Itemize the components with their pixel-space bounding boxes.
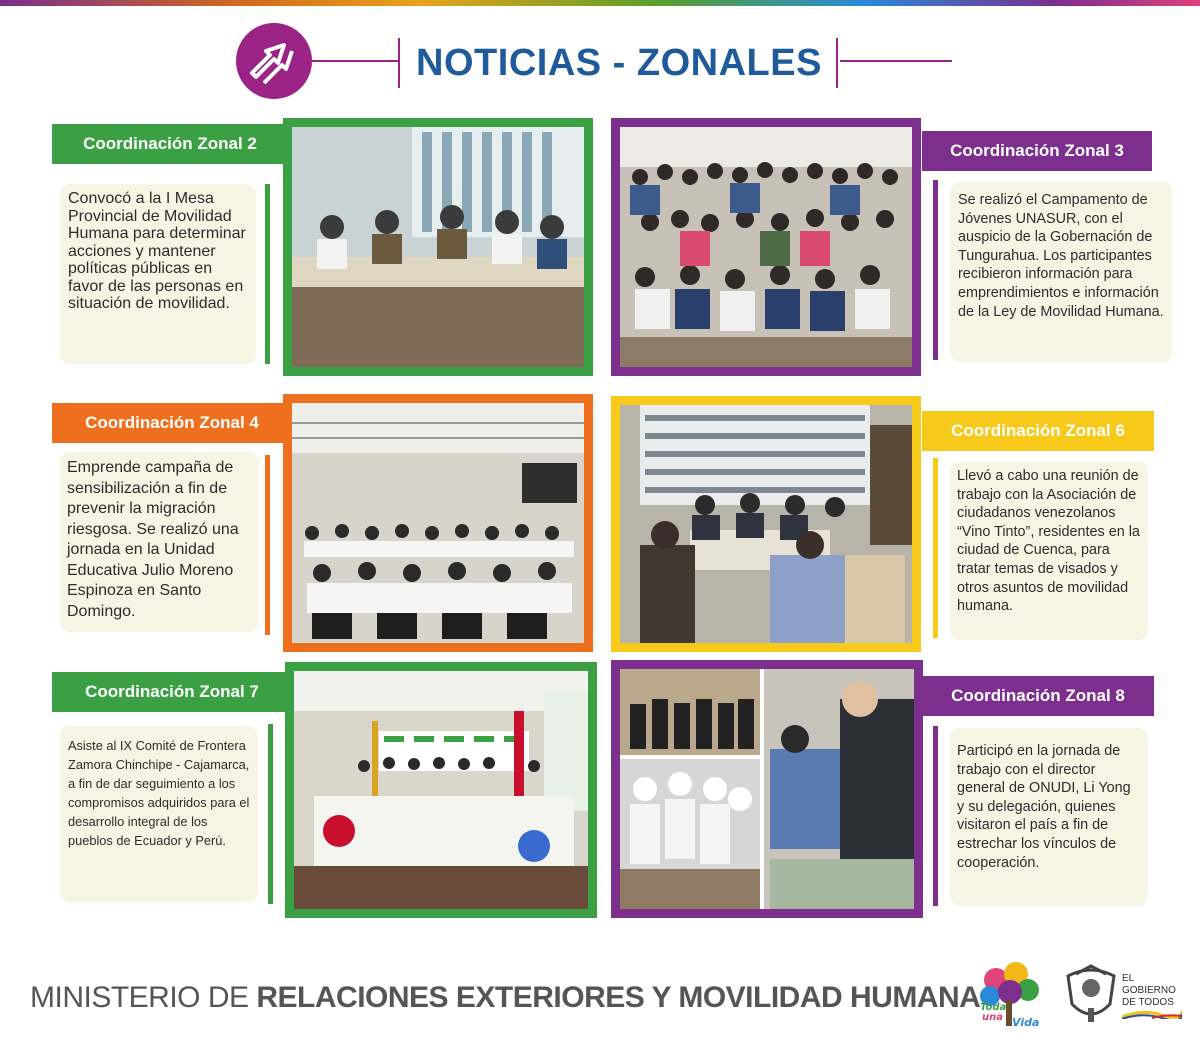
zone-4-label: Coordinación Zonal 4 xyxy=(52,403,292,443)
ecuador-coat-of-arms-icon xyxy=(1064,964,1118,1026)
gobierno-de-todos-logo xyxy=(1122,973,1192,1023)
share-arrow-icon xyxy=(236,23,312,99)
svg-text:Toda: Toda xyxy=(980,1002,1007,1013)
zone-4-photo xyxy=(283,394,593,652)
zone-3-text: Se realizó el Campamento de Jóvenes UNASUR, con el auspicio de la Gobernación de Tungurahua. Los participantes recibieron información para emprendimientos e información de la Ley de Movilidad Humana. xyxy=(950,182,1172,362)
zone-6-label: Coordinación Zonal 6 xyxy=(922,411,1154,451)
zone-7-accent-bar xyxy=(268,724,273,904)
title-divider-left xyxy=(312,60,398,62)
zone-6-accent-bar xyxy=(933,458,938,638)
zone-7-label: Coordinación Zonal 7 xyxy=(52,672,292,712)
zone-2-photo xyxy=(283,118,593,376)
zone-7-text: Asiste al IX Comité de Frontera Zamora Chinchipe - Cajamarca, a fin de dar seguimiento a los compromisos adquiridos para el desarrollo integral de los pueblos de Ecuador y Perú. xyxy=(60,726,258,902)
zone-2-accent-bar xyxy=(265,184,270,364)
title-divider-bar-left xyxy=(398,38,400,88)
gob-line-2: GOBIERNO xyxy=(1122,985,1176,996)
title-divider-bar-right xyxy=(836,38,838,88)
zone-8-accent-bar xyxy=(933,726,938,906)
zone-8-text: Participó en la jornada de trabajo con el director general de ONUDI, Li Yong y su delegación, quienes visitaron el país a fin de estrechar los vínculos de cooperación. xyxy=(950,728,1148,906)
zone-2-text: Convocó a la I Mesa Provincial de Movilidad Humana para determinar acciones y mantener políticas públicas en favor de las personas en situación de movilidad. xyxy=(60,184,256,364)
zone-3-photo xyxy=(611,118,921,376)
zone-3-accent-bar xyxy=(933,180,938,360)
page-title: NOTICIAS - ZONALES xyxy=(416,42,822,84)
title-divider-right xyxy=(840,60,952,62)
zone-4-accent-bar xyxy=(265,455,270,635)
toda-una-vida-tree-logo xyxy=(976,960,1042,1030)
flag-stripe-icon xyxy=(1122,1009,1182,1019)
zone-7-photo xyxy=(285,662,597,918)
zone-8-photo xyxy=(611,660,923,918)
zone-8-label: Coordinación Zonal 8 xyxy=(922,676,1154,716)
zone-4-text: Emprende campaña de sensibilización a fin de prevenir la migración riesgosa. Se realizó una jornada en la Unidad Educativa Julio Moreno Espinoza en Santo Domingo. xyxy=(60,452,258,632)
zone-6-text: Llevó a cabo una reunión de trabajo con la Asociación de ciudadanos venezolanos “Vino Tinto”, residentes en la ciudad de Cuenca, para tratar temas de visados y otros asuntos de movilidad humana. xyxy=(950,462,1148,640)
gob-line-1: EL xyxy=(1122,973,1135,984)
ministry-name xyxy=(30,978,980,1018)
ministry-name-bold: RELACIONES EXTERIORES Y MOVILIDAD HUMANA xyxy=(256,981,981,1014)
zone-2-label: Coordinación Zonal 2 xyxy=(52,124,288,164)
svg-text:Vida: Vida xyxy=(1012,1016,1040,1029)
gob-line-3: DE TODOS xyxy=(1122,997,1174,1008)
zone-6-photo xyxy=(611,396,921,652)
svg-text:una: una xyxy=(982,1012,1003,1023)
top-color-strip xyxy=(0,0,1200,6)
zone-3-label: Coordinación Zonal 3 xyxy=(922,131,1152,171)
ministry-name-light: MINISTERIO DE xyxy=(30,981,257,1014)
